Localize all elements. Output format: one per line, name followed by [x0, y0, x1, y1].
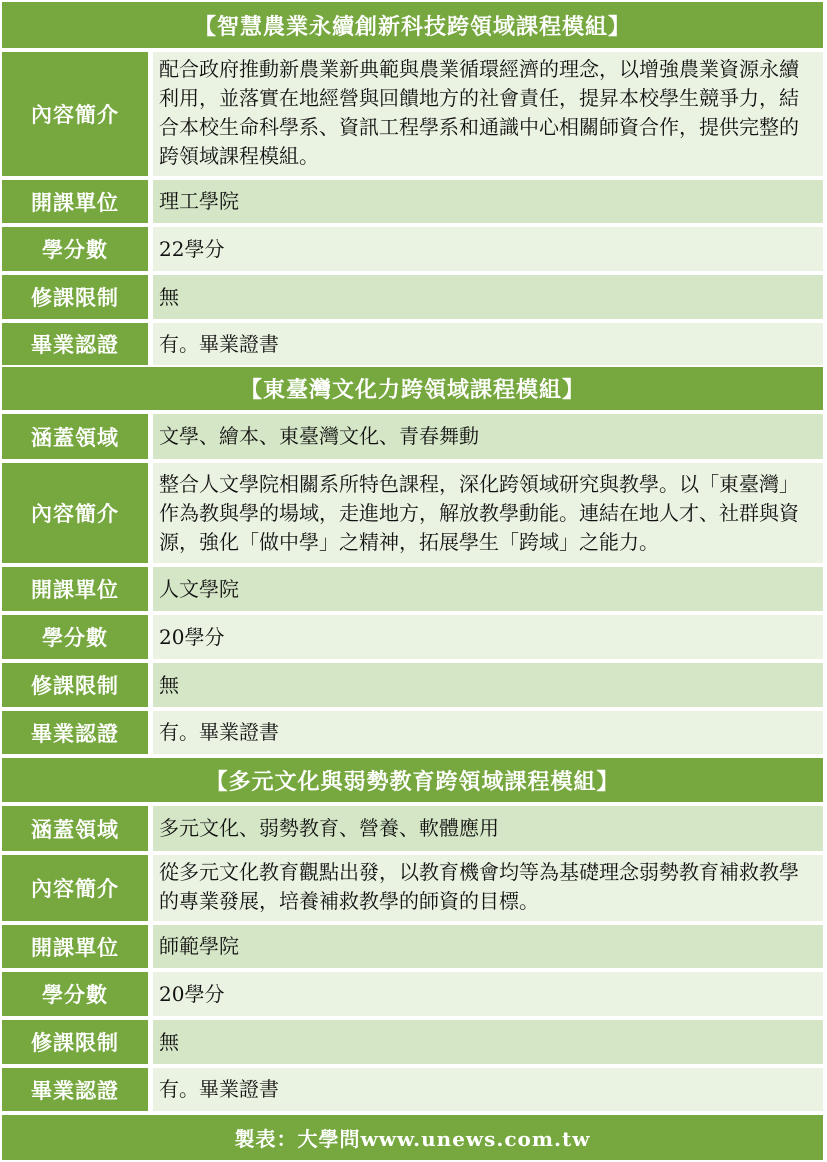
module-1-credits-row [2, 227, 823, 271]
module-3-title: 【多元文化與弱勢教育跨領域課程模組】 [2, 758, 823, 802]
module-2-credits-label: 學分數 [2, 615, 148, 659]
module-1-cert-row [2, 323, 823, 365]
module-1-intro-label: 內容簡介 [2, 52, 148, 176]
module-1-unit-label: 開課單位 [2, 180, 148, 223]
module-1-restriction-row [2, 275, 823, 319]
module-1-cert-label: 畢業認證 [2, 323, 148, 365]
module-3-cert-label: 畢業認證 [2, 1068, 148, 1111]
module-1-cert: 有。畢業證書 [153, 323, 823, 365]
module-1-unit-row [2, 180, 823, 223]
module-1-unit: 理工學院 [153, 180, 823, 223]
module-2-restriction-label: 修課限制 [2, 663, 148, 707]
module-2-domain-label: 涵蓋領域 [2, 414, 148, 459]
module-2-title: 【東臺灣文化力跨領域課程模組】 [2, 367, 823, 410]
module-3-intro-row [2, 855, 823, 921]
module-2-restriction-row [2, 663, 823, 707]
module-2-domain-row [2, 414, 823, 459]
module-2-intro: 整合人文學院相關系所特色課程，深化跨領域研究與教學。以「東臺灣」作為教與學的場域，走進地方，解放教學動能。連結在地人才、社群與資源，強化「做中學」之精神，拓展學生「跨域」之能力。 [153, 463, 823, 563]
module-3-domain-row [2, 806, 823, 851]
module-1-title: 【智慧農業永續創新科技跨領域課程模組】 [2, 2, 823, 48]
module-3-credits: 20學分 [153, 972, 823, 1016]
module-3-credits-row [2, 972, 823, 1016]
module-2-cert-row [2, 711, 823, 754]
module-1-credits: 22學分 [153, 227, 823, 271]
module-1-restriction-label: 修課限制 [2, 275, 148, 319]
module-3-restriction-label: 修課限制 [2, 1020, 148, 1064]
module-2-unit: 人文學院 [153, 567, 823, 611]
module-3-unit-label: 開課單位 [2, 925, 148, 968]
module-2-unit-label: 開課單位 [2, 567, 148, 611]
module-1-credits-label: 學分數 [2, 227, 148, 271]
module-3-restriction-row [2, 1020, 823, 1064]
module-2-cert: 有。畢業證書 [153, 711, 823, 754]
module-1-intro: 配合政府推動新農業新典範與農業循環經濟的理念，以增強農業資源永續利用，並落實在地經營與回饋地方的社會責任，提昇本校學生競爭力，結合本校生命科學系、資訊工程學系和通識中心相關師資合作，提供完整的跨領域課程模組。 [153, 52, 823, 176]
module-2-intro-row [2, 463, 823, 563]
module-2-credits-row [2, 615, 823, 659]
module-2-credits: 20學分 [153, 615, 823, 659]
module-3-intro-label: 內容簡介 [2, 855, 148, 921]
table-footer-credit: 製表：大學問www.unews.com.tw [2, 1115, 823, 1160]
module-3-restriction: 無 [153, 1020, 823, 1064]
module-3-unit: 師範學院 [153, 925, 823, 968]
module-3-domain: 多元文化、弱勢教育、營養、軟體應用 [153, 806, 823, 851]
module-3-intro: 從多元文化教育觀點出發，以教育機會均等為基礎理念弱勢教育補救教學的專業發展，培養補救教學的師資的目標。 [153, 855, 823, 921]
module-2-domain: 文學、繪本、東臺灣文化、青春舞動 [153, 414, 823, 459]
module-1-restriction: 無 [153, 275, 823, 319]
module-3-domain-label: 涵蓋領域 [2, 806, 148, 851]
module-2-intro-label: 內容簡介 [2, 463, 148, 563]
module-2-cert-label: 畢業認證 [2, 711, 148, 754]
module-1-intro-row [2, 52, 823, 176]
module-3-cert-row [2, 1068, 823, 1111]
module-3-credits-label: 學分數 [2, 972, 148, 1016]
module-3-cert: 有。畢業證書 [153, 1068, 823, 1111]
module-2-restriction: 無 [153, 663, 823, 707]
module-3-unit-row [2, 925, 823, 968]
module-2-unit-row [2, 567, 823, 611]
